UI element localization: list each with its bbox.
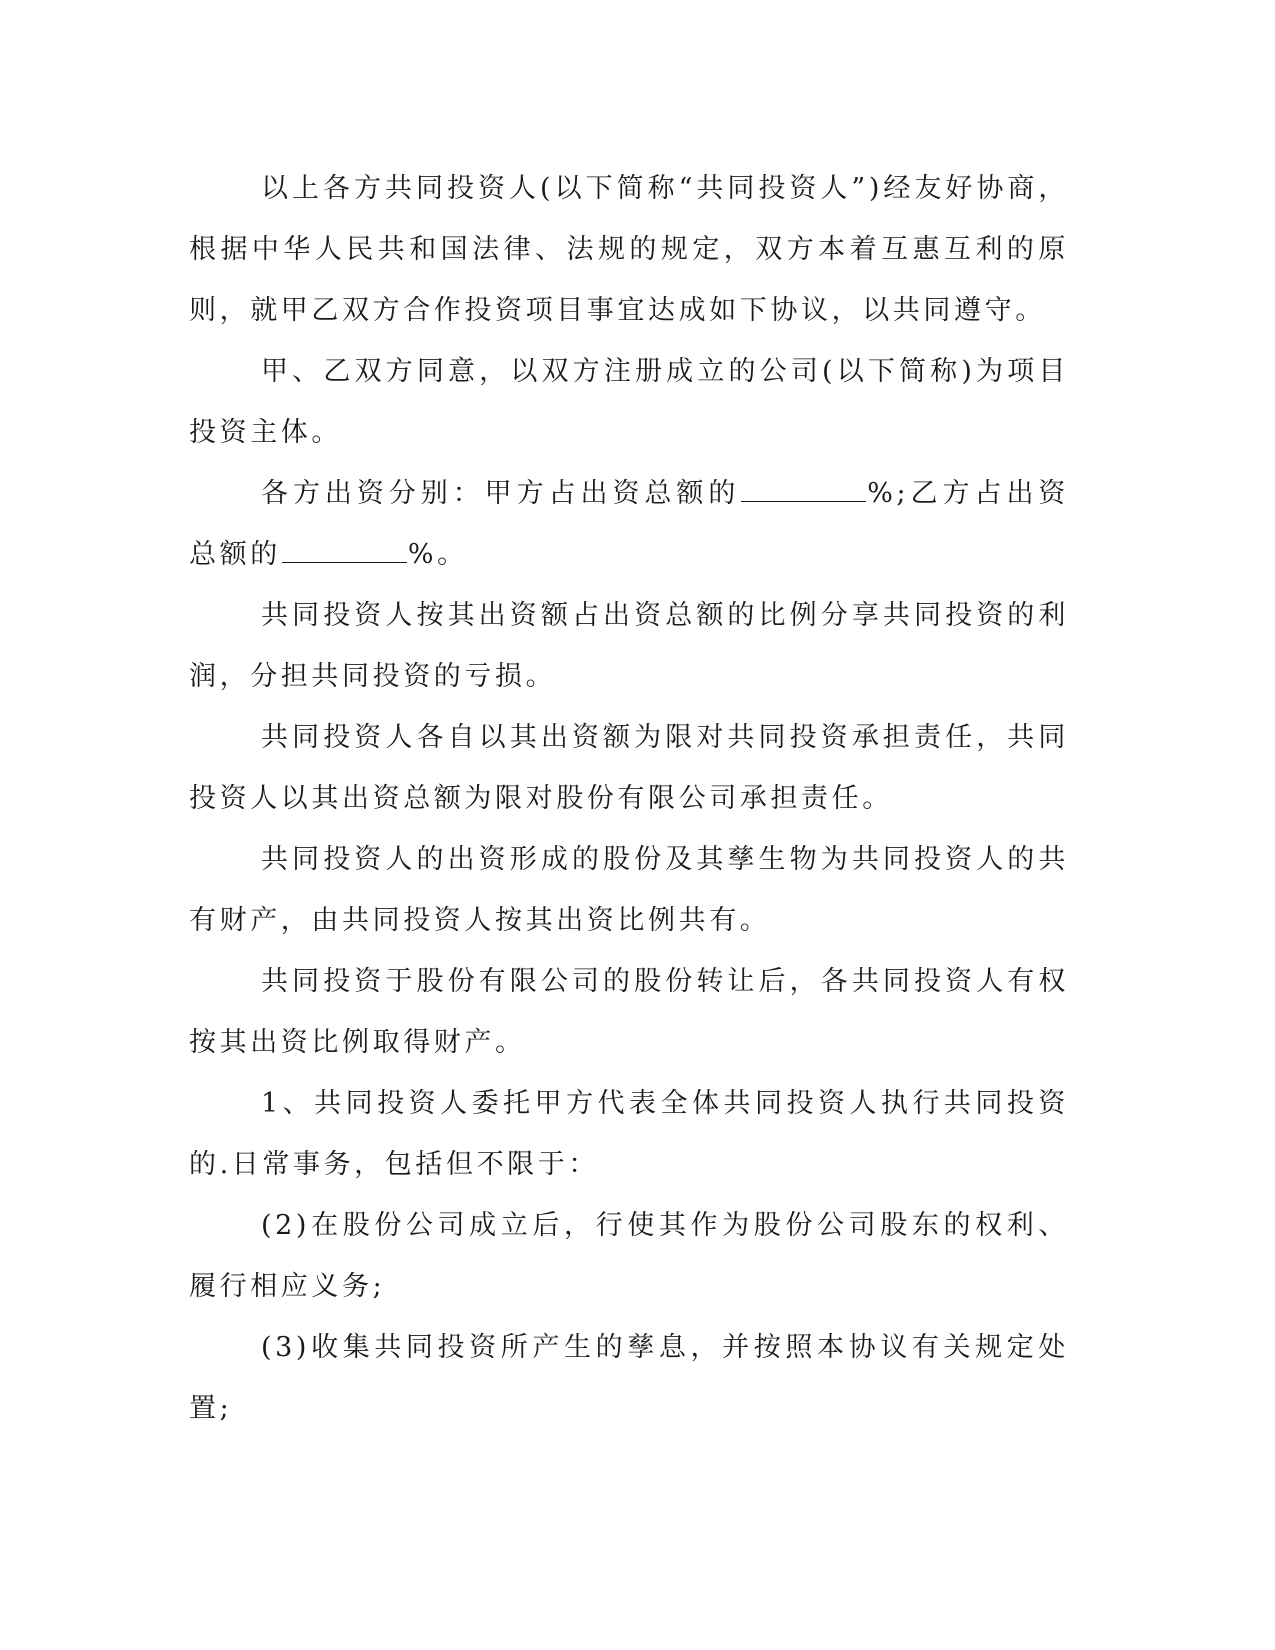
paragraph-item-2: (2)在股份公司成立后，行使其作为股份公司股东的权利、履行相应义务; (189, 1210, 1069, 1302)
paragraph-delegation: 1、共同投资人委托甲方代表全体共同投资人执行共同投资的.日常事务，包括但不限于： (189, 1088, 1069, 1180)
contribution-text-2: %;乙方占出资总额的 (189, 478, 1070, 570)
paragraph-item-3: (3)收集共同投资所产生的孳息，并按照本协议有关规定处置; (189, 1332, 1069, 1424)
paragraph-share-transfer: 共同投资于股份有限公司的股份转让后，各共同投资人有权按其出资比例取得财产。 (189, 966, 1069, 1058)
paragraph-liability: 共同投资人各自以其出资额为限对共同投资承担责任，共同投资人以其出资总额为限对股份有限公司承担责任。 (189, 722, 1069, 814)
party-b-percentage-blank (282, 538, 407, 563)
contribution-text-1: 各方出资分别：甲方占出资总额的 (261, 478, 741, 509)
paragraph-investment-entity: 甲、乙双方同意，以双方注册成立的公司(以下简称)为项目投资主体。 (189, 356, 1069, 448)
paragraph-contribution (189, 463, 1069, 585)
paragraph-intro: 以上各方共同投资人(以下简称“共同投资人”)经友好协商，根据中华人民共和国法律、法规的规定，双方本着互惠互利的原则，就甲乙双方合作投资项目事宜达成如下协议，以共同遵守。 (189, 173, 1069, 326)
party-a-percentage-blank (741, 477, 866, 502)
paragraph-profit-sharing: 共同投资人按其出资额占出资总额的比例分享共同投资的利润，分担共同投资的亏损。 (189, 600, 1069, 692)
contribution-text-3: %。 (407, 539, 468, 570)
paragraph-joint-property: 共同投资人的出资形成的股份及其孳生物为共同投资人的共有财产，由共同投资人按其出资比例共有。 (189, 844, 1069, 936)
document-body (189, 158, 1069, 1439)
